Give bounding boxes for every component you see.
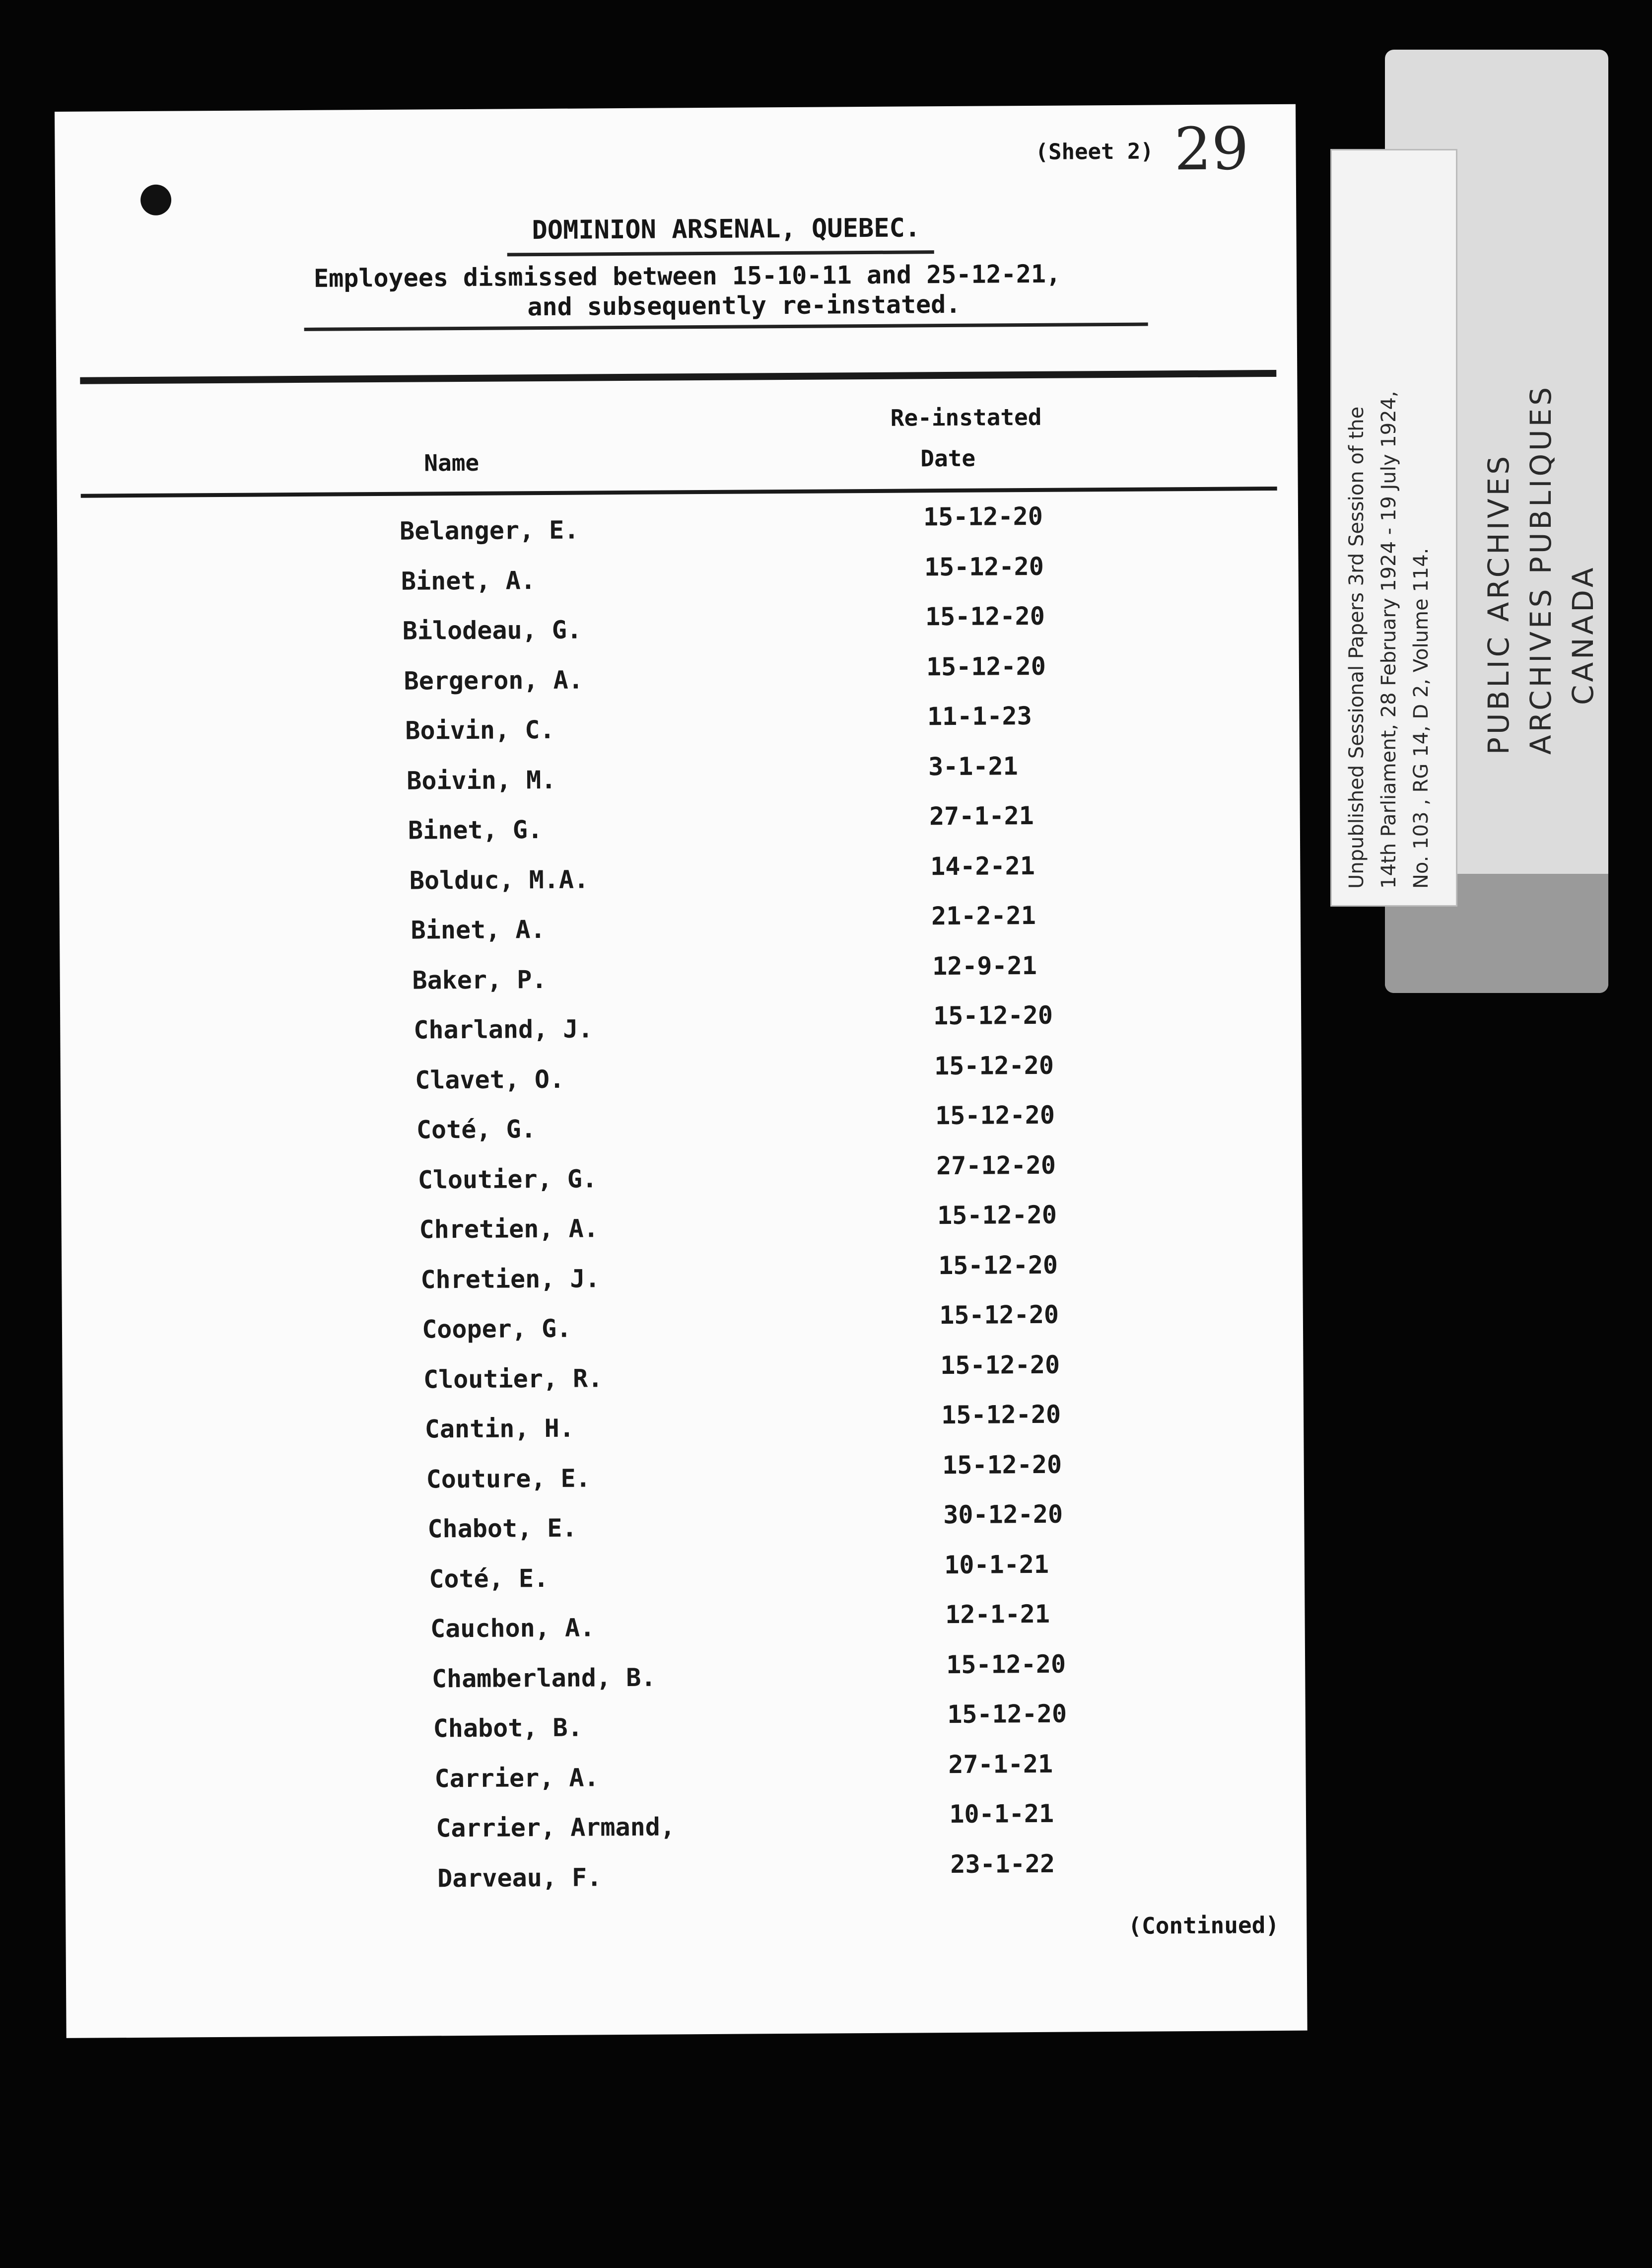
row-name: Carrier, A. (434, 1763, 599, 1793)
row-name: Coté, G. (416, 1115, 536, 1144)
row-date: 15-12-20 (924, 552, 1044, 581)
table-row (58, 651, 1300, 718)
row-name: Cloutier, R. (423, 1363, 603, 1394)
archive-note-line-2: 14th Parliament, 28 February 1924 - 19 July 1924, (1377, 391, 1400, 889)
table-row (60, 951, 1302, 1017)
row-name: Boivin, C. (405, 715, 555, 745)
row-name: Cantin, H. (424, 1414, 575, 1444)
row-date: 15-12-20 (941, 1400, 1061, 1430)
row-name: Chamberland, B. (431, 1663, 656, 1693)
archive-stamp-line-3: CANADA (1566, 565, 1600, 705)
column-header-reinstated: Re-instated (890, 403, 1042, 431)
table-row (65, 1749, 1306, 1816)
table-row (64, 1599, 1306, 1666)
row-date: 15-12-20 (925, 601, 1045, 632)
table-row (58, 701, 1300, 768)
document-title: DOMINION ARSENAL, QUEBEC. (532, 213, 921, 246)
row-name: Couture, E. (426, 1463, 591, 1493)
row-name: Charland, J. (413, 1014, 593, 1045)
row-name: Chretien, J. (420, 1264, 600, 1294)
column-header-date: Date (920, 444, 976, 472)
row-name: Binet, G. (408, 815, 543, 845)
table-row (62, 1250, 1303, 1317)
row-date: 15-12-20 (940, 1350, 1060, 1380)
row-date: 15-12-20 (947, 1699, 1067, 1729)
table-row (58, 552, 1299, 618)
table-row (64, 1649, 1306, 1716)
row-date: 10-1-21 (949, 1799, 1054, 1829)
table-row (65, 1699, 1306, 1766)
sheet-number-handwritten: 29 (1174, 114, 1249, 184)
row-date: 30-12-20 (943, 1499, 1063, 1530)
table-row (64, 1550, 1305, 1616)
punch-hole (140, 185, 171, 215)
row-date: 27-1-21 (929, 801, 1034, 831)
table-row (61, 1150, 1303, 1217)
table-row (60, 901, 1301, 968)
row-name: Binet, A. (411, 915, 546, 945)
row-name: Cloutier, G. (417, 1164, 598, 1195)
row-name: Boivin, M. (407, 765, 556, 795)
row-date: 3-1-21 (928, 751, 1018, 781)
table-row (63, 1450, 1305, 1516)
row-name: Belanger, E. (399, 515, 579, 546)
row-date: 15-12-20 (938, 1250, 1058, 1280)
row-date: 12-1-21 (945, 1599, 1050, 1630)
row-date: 27-1-21 (948, 1749, 1053, 1779)
table-row (63, 1499, 1305, 1566)
archive-note-line-3: No. 103 , RG 14, D 2, Volume 114. (1410, 548, 1433, 889)
column-header-name: Name (424, 449, 480, 477)
table-row (58, 601, 1299, 668)
row-date: 15-12-20 (939, 1300, 1059, 1330)
row-date: 11-1-23 (927, 701, 1032, 731)
row-date: 15-12-20 (935, 1100, 1055, 1131)
continued-note: (Continued) (1128, 1911, 1280, 1939)
archive-stamp-line-2: ARCHIVES PUBLIQUES (1524, 384, 1558, 755)
table-top-rule (80, 370, 1276, 384)
table-row (62, 1300, 1304, 1367)
table-row (59, 751, 1300, 818)
row-name: Bergeron, A. (404, 665, 584, 696)
row-name: Bilodeau, G. (402, 615, 582, 645)
table-header-rule (81, 487, 1277, 498)
row-date: 12-9-21 (932, 951, 1037, 981)
row-name: Darveau, F. (437, 1862, 602, 1893)
subtitle-line-2: and subsequently re-instated. (527, 289, 961, 322)
table-row (59, 801, 1301, 868)
row-date: 15-12-20 (934, 1051, 1054, 1080)
subtitle-line-1: Employees dismissed between 15-10-11 and 25-12-21, (313, 259, 1061, 293)
row-date: 21-2-21 (931, 901, 1036, 931)
row-date: 15-12-20 (933, 1000, 1053, 1031)
row-name: Clavet, O. (414, 1064, 565, 1095)
table-row (62, 1200, 1303, 1267)
row-date: 15-12-20 (937, 1200, 1057, 1230)
row-name: Coté, E. (429, 1563, 549, 1593)
row-date: 15-12-20 (926, 651, 1046, 681)
row-name: Cauchon, A. (430, 1613, 595, 1643)
sheet-label: (Sheet 2) (1035, 139, 1154, 165)
title-underline (507, 250, 934, 256)
row-date: 15-12-20 (942, 1450, 1062, 1480)
table-row (65, 1799, 1307, 1866)
row-name: Binet, A. (401, 566, 536, 596)
row-name: Baker, P. (412, 965, 547, 995)
table-row (57, 501, 1299, 568)
row-name: Chabot, E. (427, 1513, 577, 1544)
archive-note-line-1: Unpublished Sessional Papers 3rd Session of the (1345, 406, 1368, 889)
table-row (63, 1400, 1304, 1467)
row-date: 23-1-22 (950, 1849, 1055, 1879)
table-row (66, 1849, 1307, 1915)
row-name: Bolduc, M.A. (409, 864, 589, 895)
row-date: 15-12-20 (923, 501, 1043, 532)
row-name: Cooper, G. (422, 1314, 572, 1344)
row-name: Chabot, B. (433, 1713, 583, 1743)
table-row (59, 851, 1301, 918)
subtitle-underline (304, 323, 1148, 331)
row-date: 10-1-21 (944, 1550, 1049, 1579)
row-date: 14-2-21 (930, 851, 1035, 881)
archive-stamp-line-1: PUBLIC ARCHIVES (1482, 453, 1515, 755)
row-name: Carrier, Armand, (436, 1812, 676, 1843)
row-name: Chretien, A. (419, 1214, 599, 1244)
row-date: 15-12-20 (946, 1649, 1066, 1679)
table-row (60, 1000, 1302, 1067)
row-date: 27-12-20 (936, 1150, 1056, 1180)
document-page (55, 104, 1308, 2038)
table-row (61, 1100, 1302, 1167)
table-row (62, 1350, 1304, 1417)
table-row (61, 1051, 1302, 1117)
